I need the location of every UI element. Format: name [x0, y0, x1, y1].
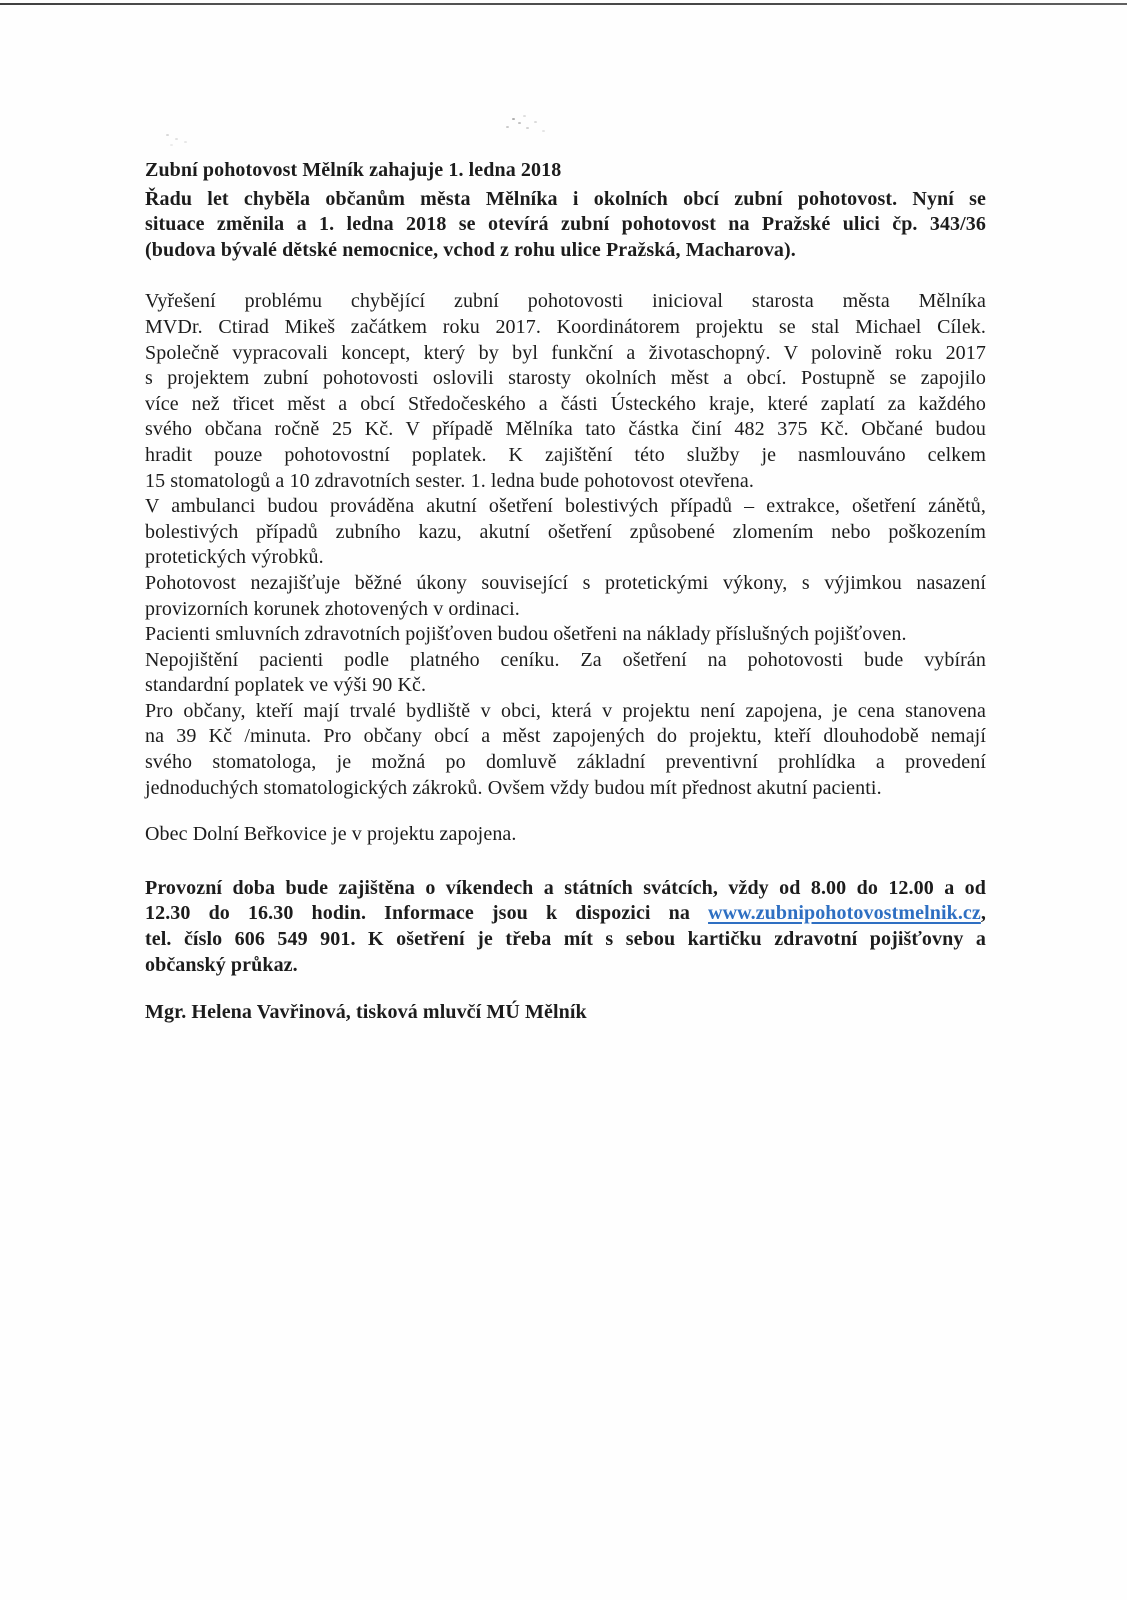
- document-title: [145, 158, 986, 184]
- text-line: standardní poplatek ve výši 90 Kč.: [145, 674, 427, 697]
- scan-artifact: [512, 118, 515, 120]
- paragraph-uninsured: [145, 648, 986, 699]
- text-line: Společně vypracovali koncept, který by byl funkční a životaschopný. V polovině roku 2017: [145, 341, 986, 364]
- text-line: tel. číslo 606 549 901. K ošetření je třeba mít s sebou kartičku zdravotní pojišťovny a: [145, 928, 986, 951]
- text-line: Pro občany, kteří mají trvalé bydliště v obci, která v projektu není zapojena, je cena stanovena: [145, 699, 986, 722]
- text-line: situace změnila a 1. ledna 2018 se otevírá zubní pohotovost na Pražské ulici čp. 343/36: [145, 213, 986, 236]
- text-line: Provozní doba bude zajištěna o víkendech a státních svátcích, vždy od 8.00 do 12.00 a od: [145, 876, 986, 899]
- paragraph-berkovice: [145, 822, 986, 848]
- text-line: Řadu let chyběla občanům města Mělníka i okolních obcí zubní pohotovost. Nyní se: [145, 187, 986, 210]
- text-line: V ambulanci budou prováděna akutní ošetření bolestivých případů – extrakce, ošetření zánětů,: [145, 495, 986, 518]
- intro-paragraph: [145, 187, 986, 264]
- text-line: svého stomatologa, je možná po domluvě základní preventivní prohlídka a provedení: [145, 751, 986, 774]
- text-line: Obec Dolní Beřkovice je v projektu zapojena.: [145, 823, 517, 846]
- text-line: provizorních korunek zhotovených v ordinaci.: [145, 597, 520, 620]
- scan-edge-line: [0, 3, 1127, 5]
- text-line: Pohotovost nezajišťuje běžné úkony související s protetickými výkony, s výjimkou nasazení: [145, 571, 986, 594]
- website-link[interactable]: www.zubnipohotovostmelnik.cz: [708, 902, 981, 925]
- signature: [145, 1000, 986, 1026]
- text-line: Pacienti smluvních zdravotních pojišťoven budou ošetřeni na náklady příslušných pojišťoven.: [145, 623, 907, 646]
- text-line: protetických výrobků.: [145, 546, 324, 569]
- paragraph-fees: [145, 699, 986, 801]
- document-body: [145, 158, 986, 1026]
- text-segment: ,: [980, 902, 986, 925]
- text-line: MVDr. Ctirad Mikeš začátkem roku 2017. Koordinátorem projektu se stal Michael Cílek.: [145, 315, 986, 338]
- text-line: 15 stomatologů a 10 zdravotních sester. 1. ledna bude pohotovost otevřena.: [145, 469, 754, 492]
- paragraph-hours: [145, 876, 986, 978]
- text-line: občanský průkaz.: [145, 953, 298, 976]
- text-line: Mgr. Helena Vavřinová, tisková mluvčí MÚ Mělník: [145, 1001, 587, 1024]
- text-line: svého občana ročně 25 Kč. V případě Mělníka tato částka činí 482 375 Kč. Občané budou: [145, 418, 986, 441]
- text-line: na 39 Kč /minuta. Pro občany obcí a měst zapojených do projektu, kteří dlouhodobě nemají: [145, 725, 986, 748]
- text-line: bolestivých případů zubního kazu, akutní ošetření způsobené zlomením nebo poškozením: [145, 520, 986, 543]
- text-line: Zubní pohotovost Mělník zahajuje 1. ledna 2018: [145, 159, 562, 181]
- text-line: [145, 901, 986, 927]
- paragraph-exclusions: [145, 571, 986, 622]
- text-line: Vyřešení problému chybějící zubní pohotovosti inicioval starosta města Mělníka: [145, 290, 986, 313]
- paragraph-insured: [145, 622, 986, 648]
- text-line: Nepojištění pacienti podle platného ceníku. Za ošetření na pohotovosti bude vybírán: [145, 648, 986, 671]
- text-line: s projektem zubní pohotovosti oslovili starosty okolních měst a obcí. Postupně se zapojilo: [145, 367, 986, 390]
- text-line: více než třicet měst a obcí Středočeského a části Ústeckého kraje, které zaplatí za každého: [145, 392, 986, 415]
- text-segment: 12.30 do 16.30 hodin. Informace jsou k dispozici na: [145, 902, 709, 925]
- paragraph-services: [145, 494, 986, 571]
- text-line: jednoduchých stomatologických zákroků. Ovšem vždy budou mít přednost akutní pacienti.: [145, 776, 882, 799]
- paragraph-history: [145, 289, 986, 494]
- text-line: hradit pouze pohotovostní poplatek. K zajištění této služby je nasmlouváno celkem: [145, 443, 986, 466]
- text-line: (budova bývalé dětské nemocnice, vchod z rohu ulice Pražská, Macharova).: [145, 238, 796, 261]
- scan-artifact: [166, 134, 169, 136]
